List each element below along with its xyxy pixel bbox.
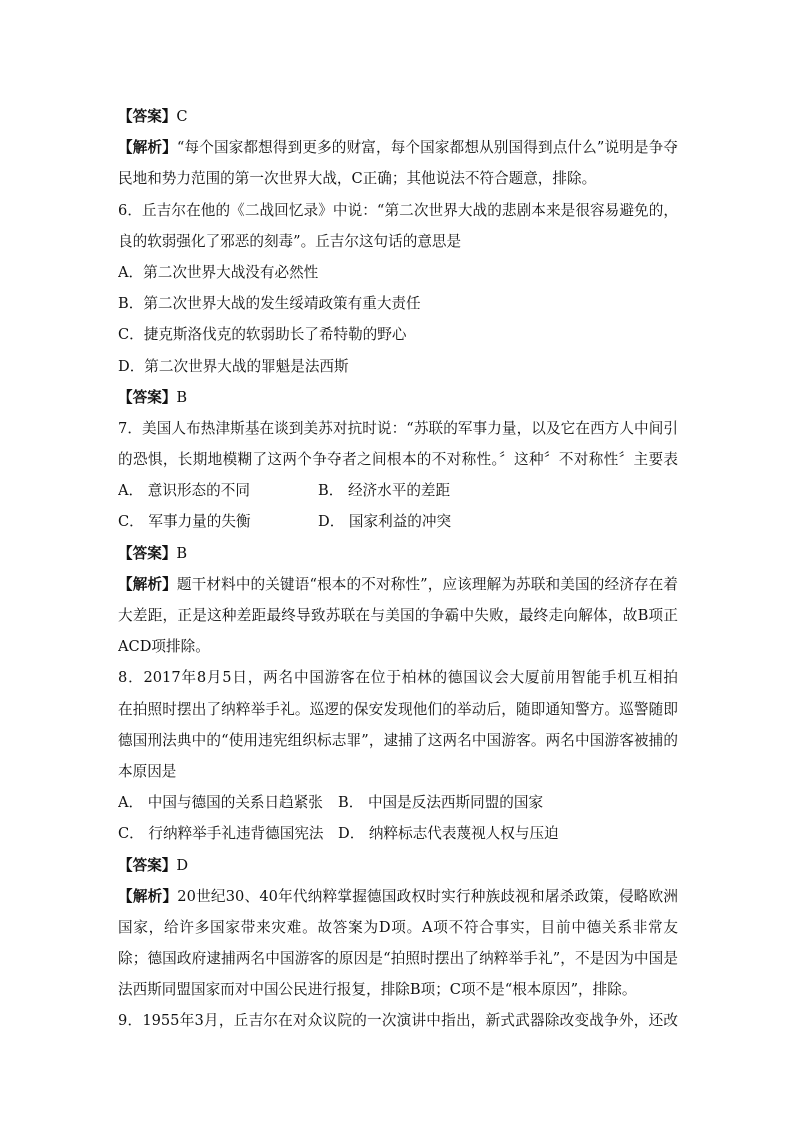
analysis-line (118, 132, 678, 163)
question-8-option-a: A． 中国与德国的关系日趋紧张 (118, 794, 323, 812)
question-8-option-b: B． 中国是反法西斯同盟的国家 (338, 794, 544, 812)
analysis-label: 【解析】 (118, 575, 177, 593)
answer-label: 【答案】 (118, 856, 177, 874)
document-content (118, 101, 678, 1037)
question-8-stem: 德国刑法典中的“使用违宪组织标志罪”，逮捕了这两名中国游客。两名中国游客被捕的 (118, 731, 678, 749)
answer-line (118, 382, 678, 413)
question-7-stem: 的恐惧，长期地模糊了这两个争夺者之间根本的不对称性。〞这种〞不对称性〞主要表 (118, 451, 678, 469)
analysis-line: 国家，给许多国家带来灾难。故答案为D项。A项不符合事实，目前中德关系非常友 (118, 918, 678, 936)
question-8-option-c: C． 行纳粹举手礼违背德国宪法 (118, 825, 324, 843)
question-7-options-row (118, 506, 678, 537)
answer-value: C (176, 108, 188, 125)
question-6-option-c: C．捷克斯洛伐克的软弱助长了希特勒的野心 (118, 326, 407, 344)
question-7-stem: 7．美国人布热津斯基在谈到美苏对抗时说：“苏联的军事力量，以及它在西方人中间引 (118, 419, 678, 437)
question-8-option-d: D． 纳粹标志代表蔑视人权与压迫 (338, 825, 559, 843)
question-8-options-row (118, 818, 678, 849)
analysis-text: 题干材料中的关键语“根本的不对称性”，应该理解为苏联和美国的经济存在着 (176, 575, 678, 593)
question-6-stem: 良的软弱强化了邪恶的刻毒”。丘吉尔这句话的意思是 (118, 232, 462, 250)
analysis-line (118, 569, 678, 600)
question-7-option-d: D． 国家利益的冲突 (318, 513, 452, 531)
answer-value: B (176, 544, 188, 562)
answer-label: 【答案】 (118, 108, 177, 125)
question-8-stem: 在拍照时摆出了纳粹举手礼。巡逻的保安发现他们的举动后，随即通知警方。巡警随即 (118, 700, 678, 718)
question-8-options-row (118, 787, 678, 818)
answer-line (118, 850, 678, 881)
answer-line (118, 538, 678, 569)
question-6-option-d: D．第二次世界大战的罪魁是法西斯 (118, 357, 349, 375)
analysis-line: 除；德国政府逮捕两名中国游客的原因是“拍照时摆出了纳粹举手礼”，不是因为中国是 (118, 950, 678, 968)
analysis-label: 【解析】 (118, 887, 178, 905)
analysis-line: ACD项排除。 (118, 638, 210, 656)
answer-label: 【答案】 (118, 388, 177, 406)
question-7-option-b: B． 经济水平的差距 (318, 482, 451, 500)
question-6-stem: 6．丘吉尔在他的《二战回忆录》中说：“第二次世界大战的悲剧本来是很容易避免的， (118, 201, 678, 219)
analysis-line: 大差距，正是这种差距最终导致苏联在与美国的争霸中失败，最终走向解体，故B项正 (118, 607, 678, 624)
analysis-label: 【解析】 (118, 139, 177, 157)
question-7-options-row (118, 475, 678, 506)
answer-label: 【答案】 (118, 544, 177, 562)
question-7-option-c: C． 军事力量的失衡 (118, 513, 251, 531)
analysis-text: “每个国家都想得到更多的财富，每个国家都想从别国得到点什么”说明是争夺 (176, 139, 678, 157)
analysis-line: 民地和势力范围的第一次世界大战，C正确；其他说法不符合题意，排除。 (118, 170, 597, 188)
question-6-option-a: A．第二次世界大战没有必然性 (118, 263, 319, 281)
answer-value: D (176, 856, 189, 874)
question-6-option-b: B．第二次世界大战的发生绥靖政策有重大责任 (118, 295, 421, 313)
answer-line (118, 101, 678, 132)
question-9-stem: 9．1955年3月，丘吉尔在对众议院的一次演讲中指出，新式武器除改变战争外，还改 (118, 1012, 678, 1030)
answer-value: B (176, 388, 188, 406)
question-8-stem: 8．2017年8月5日，两名中国游客在位于柏林的德国议会大厦前用智能手机互相拍 (118, 669, 678, 687)
question-7-option-a: A． 意识形态的不同 (118, 482, 250, 500)
analysis-line (118, 881, 678, 912)
analysis-text: 20世纪30、40年代纳粹掌握德国政权时实行种族歧视和屠杀政策，侵略欧洲 (177, 887, 678, 905)
analysis-line: 法西斯同盟国家而对中国公民进行报复，排除B项；C项不是“根本原因”，排除。 (118, 981, 637, 999)
question-8-stem: 本原因是 (118, 762, 177, 780)
